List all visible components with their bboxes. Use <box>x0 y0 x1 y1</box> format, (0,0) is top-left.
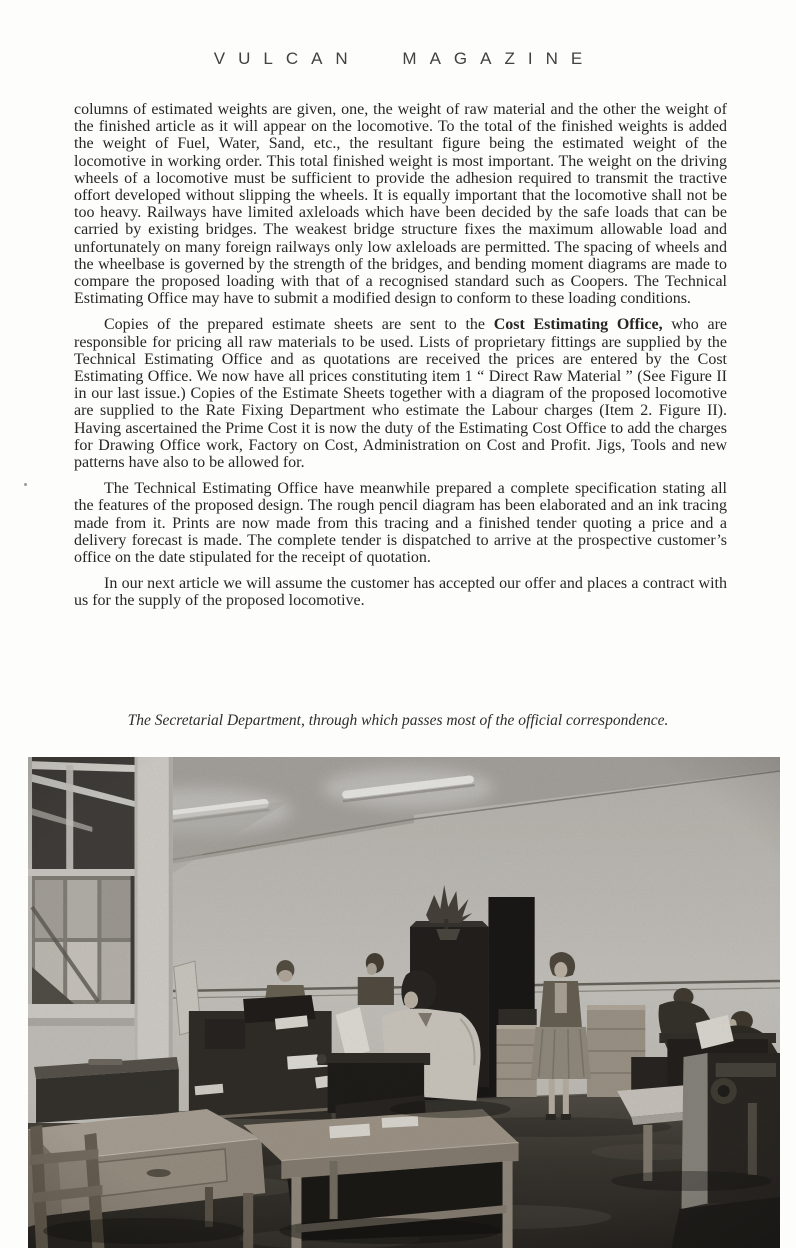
paragraph <box>74 316 727 471</box>
photo-vignette <box>28 757 780 1248</box>
masthead-title: VULCAN MAGAZINE <box>213 49 596 68</box>
bold-office-name: Cost Estimating Office, <box>493 316 663 334</box>
scan-speck <box>24 483 27 486</box>
office-photograph <box>28 757 780 1248</box>
article-body <box>74 101 727 619</box>
paragraph: In our next article we will assume the customer has accepted our offer and places a contract with us for the supply of the proposed locomotive. <box>74 575 727 610</box>
paragraph: columns of estimated weights are given, one, the weight of raw material and the other the weight of the finished article as it will appear on the locomotive. To the total of the finished weights is added the weight of Fuel, Water, Sand, etc., the resultant figure being the estimated weight of the locomotive in working order. This total finished weight is most important. The weight on the driving wheels of a locomotive must be sufficient to provide the adhesion required to transmit the tractive offort developed without slipping the wheels. It is equally important that the locomotive shall not be too heavy. Railways have limited axleloads which have been decided by the safe loads that can be carried by existing bridges. The weakest bridge structure fixes the maximum allowable load and unfortunately on many foreign railways only low axleloads are permitted. The spacing of wheels and the wheelbase is governed by the strength of the bridges, and bending moment diagrams are made to compare the proposed loading with that of a recognised standard such as Coopers. The Technical Estimating Office may have to submit a modified design to conform to these loading conditions. <box>74 101 727 308</box>
paragraph-text: Copies of the prepared estimate sheets are sent to the <box>104 316 494 334</box>
photo-caption: The Secretarial Department, through which passes most of the official correspondence. <box>127 712 669 729</box>
paragraph-text: who are responsible for pricing all raw materials to be used. Lists of proprietary fittings are supplied by the Technical Estimating Office and as quotations are received the prices are entered by the Cost Estimating Office. We now have all prices constituting item 1 “ Direct Raw Material ” (See Figure II in our last issue.) Copies of the Estimate Sheets together with a diagram of the proposed locomotive are supplied to the Rate Fixing Department who estimate the Labour charges (Item 2. Figure II). Having ascertained the Prime Cost it is now the duty of the Estimating Cost Office to add the charges for Drawing Office work, Factory on Cost, Administration on Cost and Profit. Jigs, Tools and new patterns have also to be allowed for. <box>74 316 728 472</box>
paragraph: The Technical Estimating Office have meanwhile prepared a complete specification stating all the features of the proposed design. The rough pencil diagram has been elaborated and an ink tracing made from it. Prints are now made from this tracing and a finished tender quoting a price and a delivery forecast is made. The complete tender is dispatched to arrive at the prospective customer’s office on the date stipulated for the receipt of quotation. <box>74 480 727 567</box>
